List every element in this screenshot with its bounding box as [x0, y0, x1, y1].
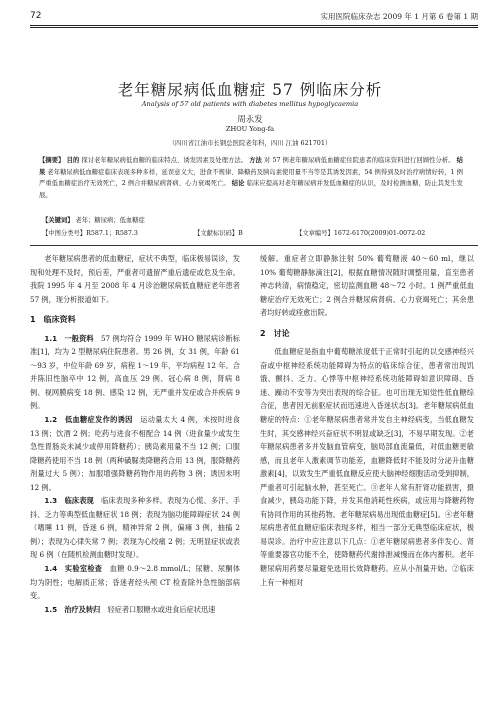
treatment-continuation: 缓解。重症者立即静脉注射 50% 葡萄糖液 40～60 ml，继以 10% 葡萄糖静脉滴注[2]，根据血糖情况随时调整用量，直至患者神志转清，病情稳定，密切监测血糖 48～72 小时。1 例严重低血糖症治疗无效死亡；2 例合并糖尿病肾病、心力衰竭死亡；其余患者均好转或痊愈出院。 [260, 254, 474, 318]
abstract-divider [30, 245, 478, 246]
author-name-english: ZHOU Yong-fa [225, 125, 275, 133]
running-header [30, 8, 478, 28]
clc-number: 【中图分类号】R587.1；R587.3 [42, 230, 138, 237]
discussion-paragraph: 低血糖症是指血中葡萄糖浓度低于正常时引起的以交感神经兴奋或中枢神经系统功能障碍为特点的临床综合征，患者常出现饥饿、颤抖、乏力、心悸等中枢神经系统功能障碍如意识障碍、昏迷、躁动不安等为突出表现的综合征。也可出现无知觉性低血糖综合征，患者因无前驱症状而迅速进入昏迷状态[3]。老年糖尿病低血糖症的特点：①老年糖尿病患者常并发自主神经病变，当低血糖发生时，其交感神经兴奋症状不明显或缺乏[3]，不易早期发现。②老年糖尿病患者多并发脑血管病变，脑局部血流量低，对低血糖更敏感，而且老年人激素调节功能差，血糖降低时不能及时分泌升血糖激素[4]，以致发生严重低血糖反应使大脑神经细胞活动受到抑制，严重者可引起脑水肿，甚至死亡。③老年人常有肝肾功能损害，摄食减少，胰岛功能下降，并发其他消耗性疾病，或应用与降糖药物有协同作用的其他药物。老年糖尿病易出现低血糖症[5]。④老年糖尿病患者低血糖症临床表现多样，相当一部分无典型临床症状，极易误诊。治疗中应注意以下几点：①老年糖尿病患者多伴发心、肾等重要器官功能不全，使降糖药代谢排泄减慢而在体内蓄积。老年糖尿病用药要尽量避免选用长效降糖药。应从小剂量开始。②临床上有一种相对 [260, 347, 474, 587]
abstract [39, 155, 463, 201]
abstract-methods-heading: 方法 [249, 157, 262, 164]
subsection-1-3-heading: 1.3 临床表现 [44, 496, 94, 506]
author-name: 周永发 [237, 115, 263, 125]
abstract-objective: 探讨老年糖尿病低血糖的临床特点、诱发因素及处理方法。 [81, 157, 248, 164]
section-2-heading: 2 讨论 [260, 328, 290, 338]
keywords-text: 老年；糖尿病；低血糖症 [75, 217, 145, 224]
subsection-1-3-text: 临床表现多种多样。表现为心慌、多汗、手抖、乏力等典型低血糖症状 18 例；表现为脑功能障碍症状 24 例（嗜睡 11 例，昏迷 6 例，精神异常 2 例，偏瘫 3 例，抽搐 2 例）；表现为心律失常 7 例；表现为心绞痛 2 例；无明显症状或表现 6 例（在随机检测血糖时发现）。 [30, 496, 240, 560]
subsection-1-4-text: 血糖 0.9～2.8 mmol/L；尿糖、尿酮体均为阴性；电解质正常；昏迷者经头颅 CT 检查除外急性脑部病变。 [30, 564, 240, 601]
right-column [260, 252, 474, 589]
abstract-results: 老年糖尿病低血糖症临床表现多种多样，延误意义大，进食不规律、降糖药及胰岛素使用量不当等是其诱发因素，54 例得到及时治疗病情好转，1 例严重低血糖症治疗无效死亡，2 例合并糖尿病肾病、心力衰竭死亡。 [39, 168, 463, 188]
subsection-1-4-heading: 1.4 实验室检查 [44, 564, 103, 574]
article-number: 【文章编号】1672-6170(2009)01-0072-02 [296, 230, 426, 237]
keywords-label: 【关键词】 [42, 217, 74, 224]
abstract-objective-heading: 目的 [66, 157, 80, 164]
journal-citation: 实用医院临床杂志 2009 年 1 月第 6 卷第 1 期 [320, 12, 478, 21]
abstract-conclusion-heading: 结论 [231, 180, 245, 188]
abstract-conclusion: 临床应提高对老年糖尿病并发低血糖症的认识，及时检测血糖，防止其发生发展。 [39, 180, 463, 199]
classification-line [42, 228, 462, 237]
subsection-1-1-text: 57 例均符合 1999 年 WHO 糖尿病诊断标准[1]，均为 2 型糖尿病住院患者。男 26 例，女 31 例，年龄 61～93 岁，中位年龄 69 岁，病程 1～19 年，平均病程 12 年。合并陈旧性脑卒中 12 例，高血压 29 例、冠心病 8 例，肾病 8 例、视网膜病变 18 例、感染 12 例，无严重并发症或合并疾病 9 例。 [30, 333, 240, 411]
author-affiliation: （四川省江油市长钢总医院老年科，四川 江油 621701） [168, 139, 332, 147]
keywords [42, 215, 145, 224]
subsection-1-2-heading: 1.2 低血糖症发作的诱因 [44, 415, 133, 425]
abstract-results-heading: 结果 [39, 157, 463, 176]
subsection-1-5-text: 轻症者口服糖水或进食后症状迅速 [100, 604, 216, 614]
article-title-english: Analysis of 57 old patients with diabetes mellitus hypoglycaemia [141, 100, 359, 108]
subsection-1-2-text: 运动量太大 4 例，未按时进食 13 例；饮酒 2 例；吃药与进食不相配合 14 例（进食量少或发生急性胃肠炎未减少或停用降糖药）；胰岛素用量不当 12 例；口服降糖药使用不当 18 例（两种磺脲类降糖药合用 13 例，服降糖药剂量过大 5 例）；加服增强降糖药物作用的药物 3 例；诱因未明 12 例。 [30, 415, 240, 492]
article-title: 老年糖尿病低血糖症 57 例临床分析 [117, 81, 383, 99]
document-code: 【文献标识码】B [194, 230, 243, 237]
left-column [30, 252, 240, 616]
section-1-heading: 1 临床资料 [30, 315, 76, 325]
page-number: 72 [30, 11, 42, 21]
abstract-methods: 对 57 例老年糖尿病低血糖症住院患者的临床资料进行回顾性分析。 [264, 157, 455, 164]
abstract-label: 【摘要】 [39, 157, 65, 164]
subsection-1-5-heading: 1.5 治疗及转归 [44, 604, 101, 614]
intro-paragraph: 老年糖尿病患者的低血糖症，症状不典型，临床极易误诊，发现和处理不及时，预后差，严重者可遗留严重后遗症或危及生命。我院 1995 年 4 月至 2008 年 4 月诊治糖尿病低血糖症老年患者 57 例，现分析报道如下。 [30, 254, 240, 304]
subsection-1-1-heading: 1.1 一般资料 [44, 333, 94, 343]
header-rule [30, 25, 478, 26]
header-rule-thin [30, 27, 478, 28]
